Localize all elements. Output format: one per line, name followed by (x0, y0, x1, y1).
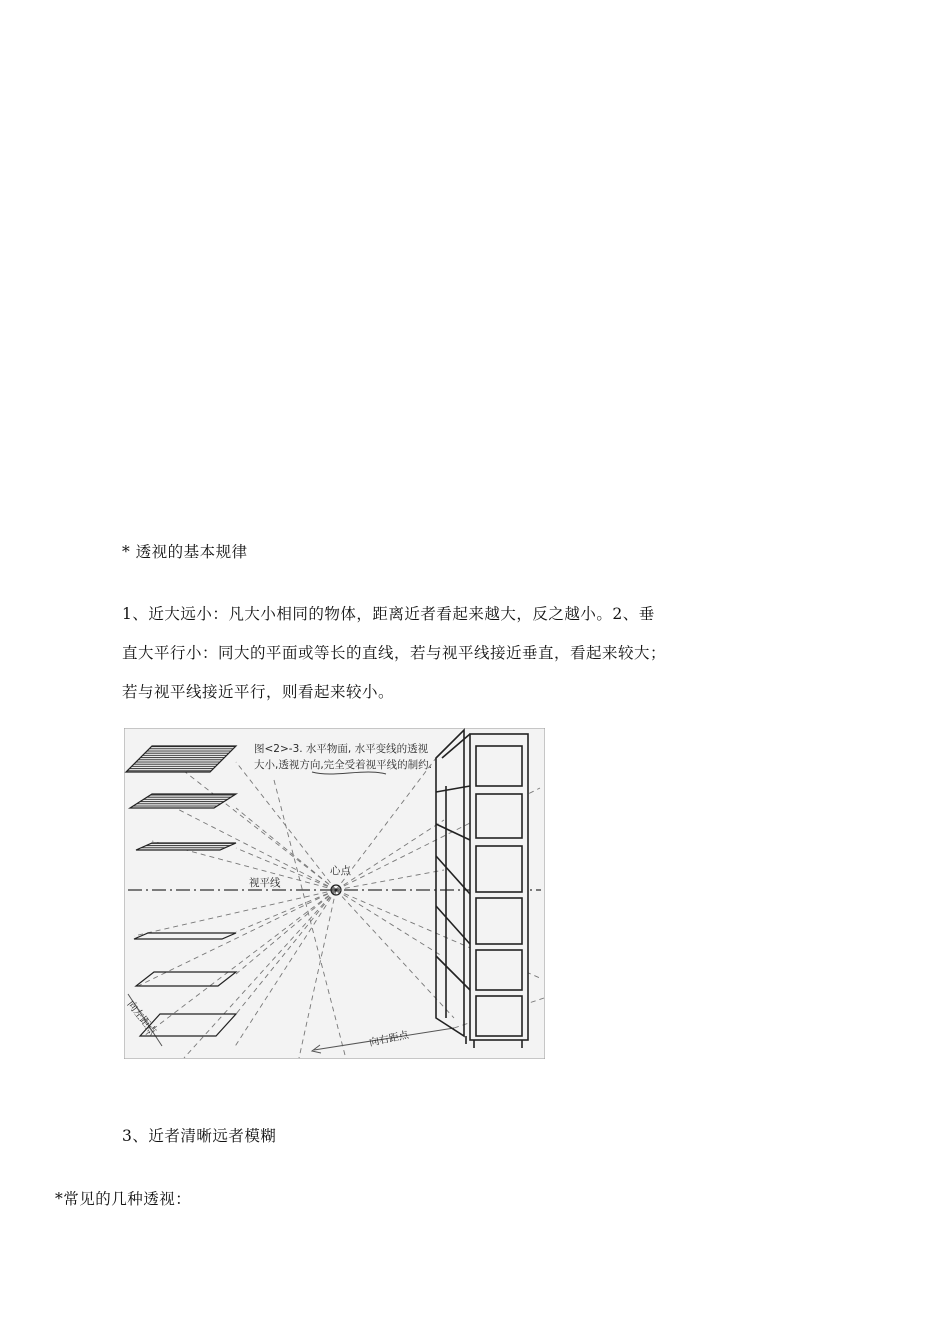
paragraph-line-2: 直大平行小：同大的平面或等长的直线，若与视平线接近垂直，看起来较大； (122, 644, 667, 662)
figure-caption-line-1: 图<2>-3. 水平物面, 水平变线的透视 (254, 743, 429, 755)
label-horizon-line: 视平线 (249, 877, 281, 889)
perspective-figure (124, 728, 545, 1059)
perspective-diagram (124, 728, 545, 1059)
label-right-distance-point: 向右距点 (368, 1029, 410, 1049)
section-heading-common-perspectives: *常见的几种透视： (55, 1190, 192, 1208)
figure-caption-line-2: 大小,透视方向,完全受着视平线的制约. (254, 759, 433, 771)
label-left-distance-point: 向左距点 (124, 999, 158, 1038)
paragraph-line-3: 若与视平线接近平行，则看起来较小。 (122, 683, 395, 701)
section-heading-perspective-rules: * 透视的基本规律 (122, 543, 248, 561)
label-center-point: 心点 (330, 865, 351, 877)
paragraph-line-1: 1、近大远小：凡大小相同的物体，距离近者看起来越大，反之越小。2、垂 (122, 605, 655, 623)
list-item-3: 3、近者清晰远者模糊 (122, 1127, 277, 1145)
plane-mid (136, 843, 236, 850)
